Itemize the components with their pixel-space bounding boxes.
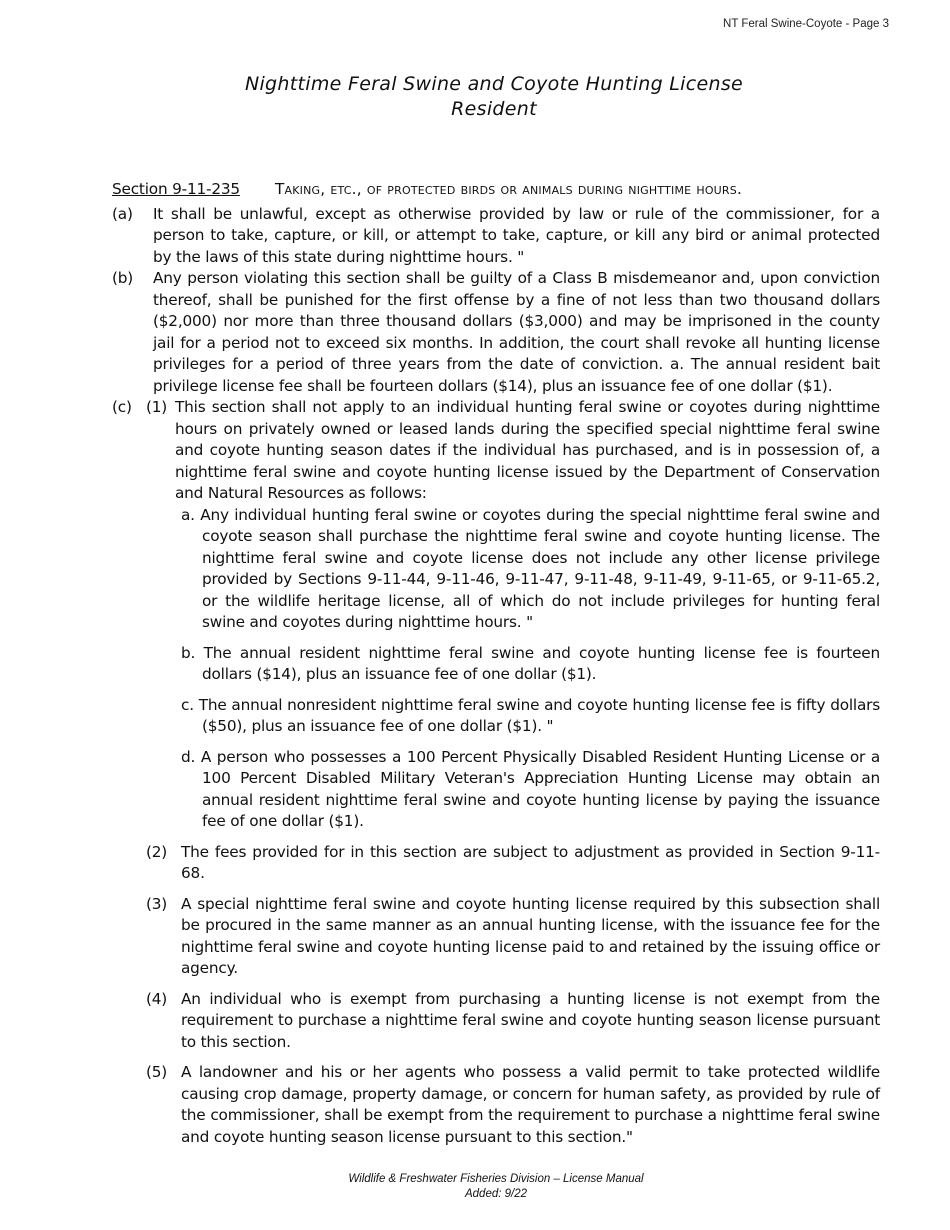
numbered-item-4-label: (4) — [146, 989, 168, 1008]
sub-item-c: c. The annual nonresident nighttime feral swine and coyote hunting license fee is fifty dollars ($50), plus an issuance fee of one dollar ($1). " — [181, 695, 880, 735]
numbered-items — [146, 842, 880, 1149]
section-heading — [112, 179, 880, 201]
document-title-line-2: Resident — [451, 98, 537, 120]
numbered-item-2-text: The fees provided for in this section are subject to adjustment as provided in Section 9-11-68. — [181, 842, 880, 882]
numbered-item-4-text: An individual who is exempt from purchasing a hunting license is not exempt from the requirement to purchase a nighttime feral swine and coyote hunting season license pursuant to this section. — [181, 989, 880, 1051]
paragraph-c — [112, 397, 880, 505]
numbered-item-5-text: A landowner and his or her agents who possess a valid permit to take protected wildlife causing crop damage, property damage, or concern for human safety, as provided by rule of the commissioner, shall be exempt from the requirement to purchase a nighttime feral swine and coyote hunting season license pursuant to this section." — [181, 1063, 880, 1146]
numbered-item-4 — [146, 989, 880, 1054]
paragraph-b-text: Any person violating this section shall be guilty of a Class B misdemeanor and, upon conviction thereof, shall be punished for the first offense by a fine of not less than two thousand dollars ($2,000) nor more than three thousand dollars ($3,000) and may be imprisoned in the county jail for a period not to exceed six months. In addition, the court shall revoke all hunting license privileges for a period of three years from the date of conviction. a. The annual resident bait privilege license fee shall be fourteen dollars ($14), plus an issuance fee of one dollar ($1). — [153, 269, 880, 395]
paragraph-a — [112, 204, 880, 269]
paragraph-c-item-1 — [146, 397, 880, 505]
paragraph-b — [112, 268, 880, 397]
footer-added-date: Added: 9/22 — [464, 1188, 528, 1200]
page-header: NT Feral Swine-Coyote - Page 3 — [723, 18, 889, 30]
page-footer — [0, 1172, 950, 1202]
statute-content — [112, 179, 880, 1148]
numbered-item-5-label: (5) — [146, 1063, 168, 1081]
paragraph-c-item-1-label: (1) — [146, 398, 168, 416]
paragraph-a-text: It shall be unlawful, except as otherwise provided by law or rule of the commissioner, for a person to take, capture, or kill, or attempt to take, capture, or kill any bird or animal protected by the laws of this state during nighttime hours. " — [153, 204, 880, 266]
paragraph-c-item-1-text: This section shall not apply to an individual hunting feral swine or coyotes during nighttime hours on privately owned or leased lands during the specified special nighttime feral swine and coyote hunting season dates if the individual has purchased, and is in possession of, a nighttime feral swine and coyote hunting license issued by the Department of Conservation and Natural Resources as follows: — [175, 398, 880, 502]
document-title-line-1: Nighttime Feral Swine and Coyote Hunting License — [244, 73, 744, 95]
footer-division-line: Wildlife & Freshwater Fisheries Division – License Manual — [348, 1173, 644, 1185]
numbered-item-3-label: (3) — [146, 894, 168, 913]
paragraph-c-label: (c) — [112, 398, 132, 416]
sub-items — [181, 505, 880, 833]
document-title — [0, 72, 950, 122]
sub-item-d: d. A person who possesses a 100 Percent Physically Disabled Resident Hunting License or a 100 Percent Disabled Military Veteran's Appreciation Hunting License may obtain an annual resident nighttime feral swine and coyote hunting license by paying the issuance fee of one dollar ($1). — [181, 747, 880, 830]
section-number: Section 9-11-235 — [112, 180, 240, 198]
sub-item-a: a. Any individual hunting feral swine or coyotes during the special nighttime feral swine and coyote season shall purchase the nighttime feral swine and coyote hunting license. The nighttime feral swine and coyote license does not include any other license privilege provided by Sections 9-11-44, 9-11-46, 9-11-47, 9-11-48, 9-11-49, 9-11-65, or 9-11-65.2, or the wildlife heritage license, all of which do not include privileges for hunting feral swine and coyotes during nighttime hours. " — [181, 505, 880, 631]
numbered-item-3 — [146, 894, 880, 980]
numbered-item-5 — [146, 1062, 880, 1148]
numbered-item-3-text: A special nighttime feral swine and coyote hunting license required by this subsection shall be procured in the same manner as an annual hunting license, with the issuance fee for the nighttime feral swine and coyote hunting license paid to and retained by the issuing office or agency. — [181, 894, 880, 977]
section-caption: Taking, etc., of protected birds or animals during nighttime hours. — [274, 180, 743, 198]
numbered-item-2-label: (2) — [146, 842, 168, 861]
paragraph-a-label: (a) — [112, 204, 133, 223]
sub-item-b: b. The annual resident nighttime feral swine and coyote hunting license fee is fourteen dollars ($14), plus an issuance fee of one dollar ($1). — [181, 643, 880, 683]
numbered-item-2 — [146, 842, 880, 885]
paragraph-b-label: (b) — [112, 269, 134, 287]
